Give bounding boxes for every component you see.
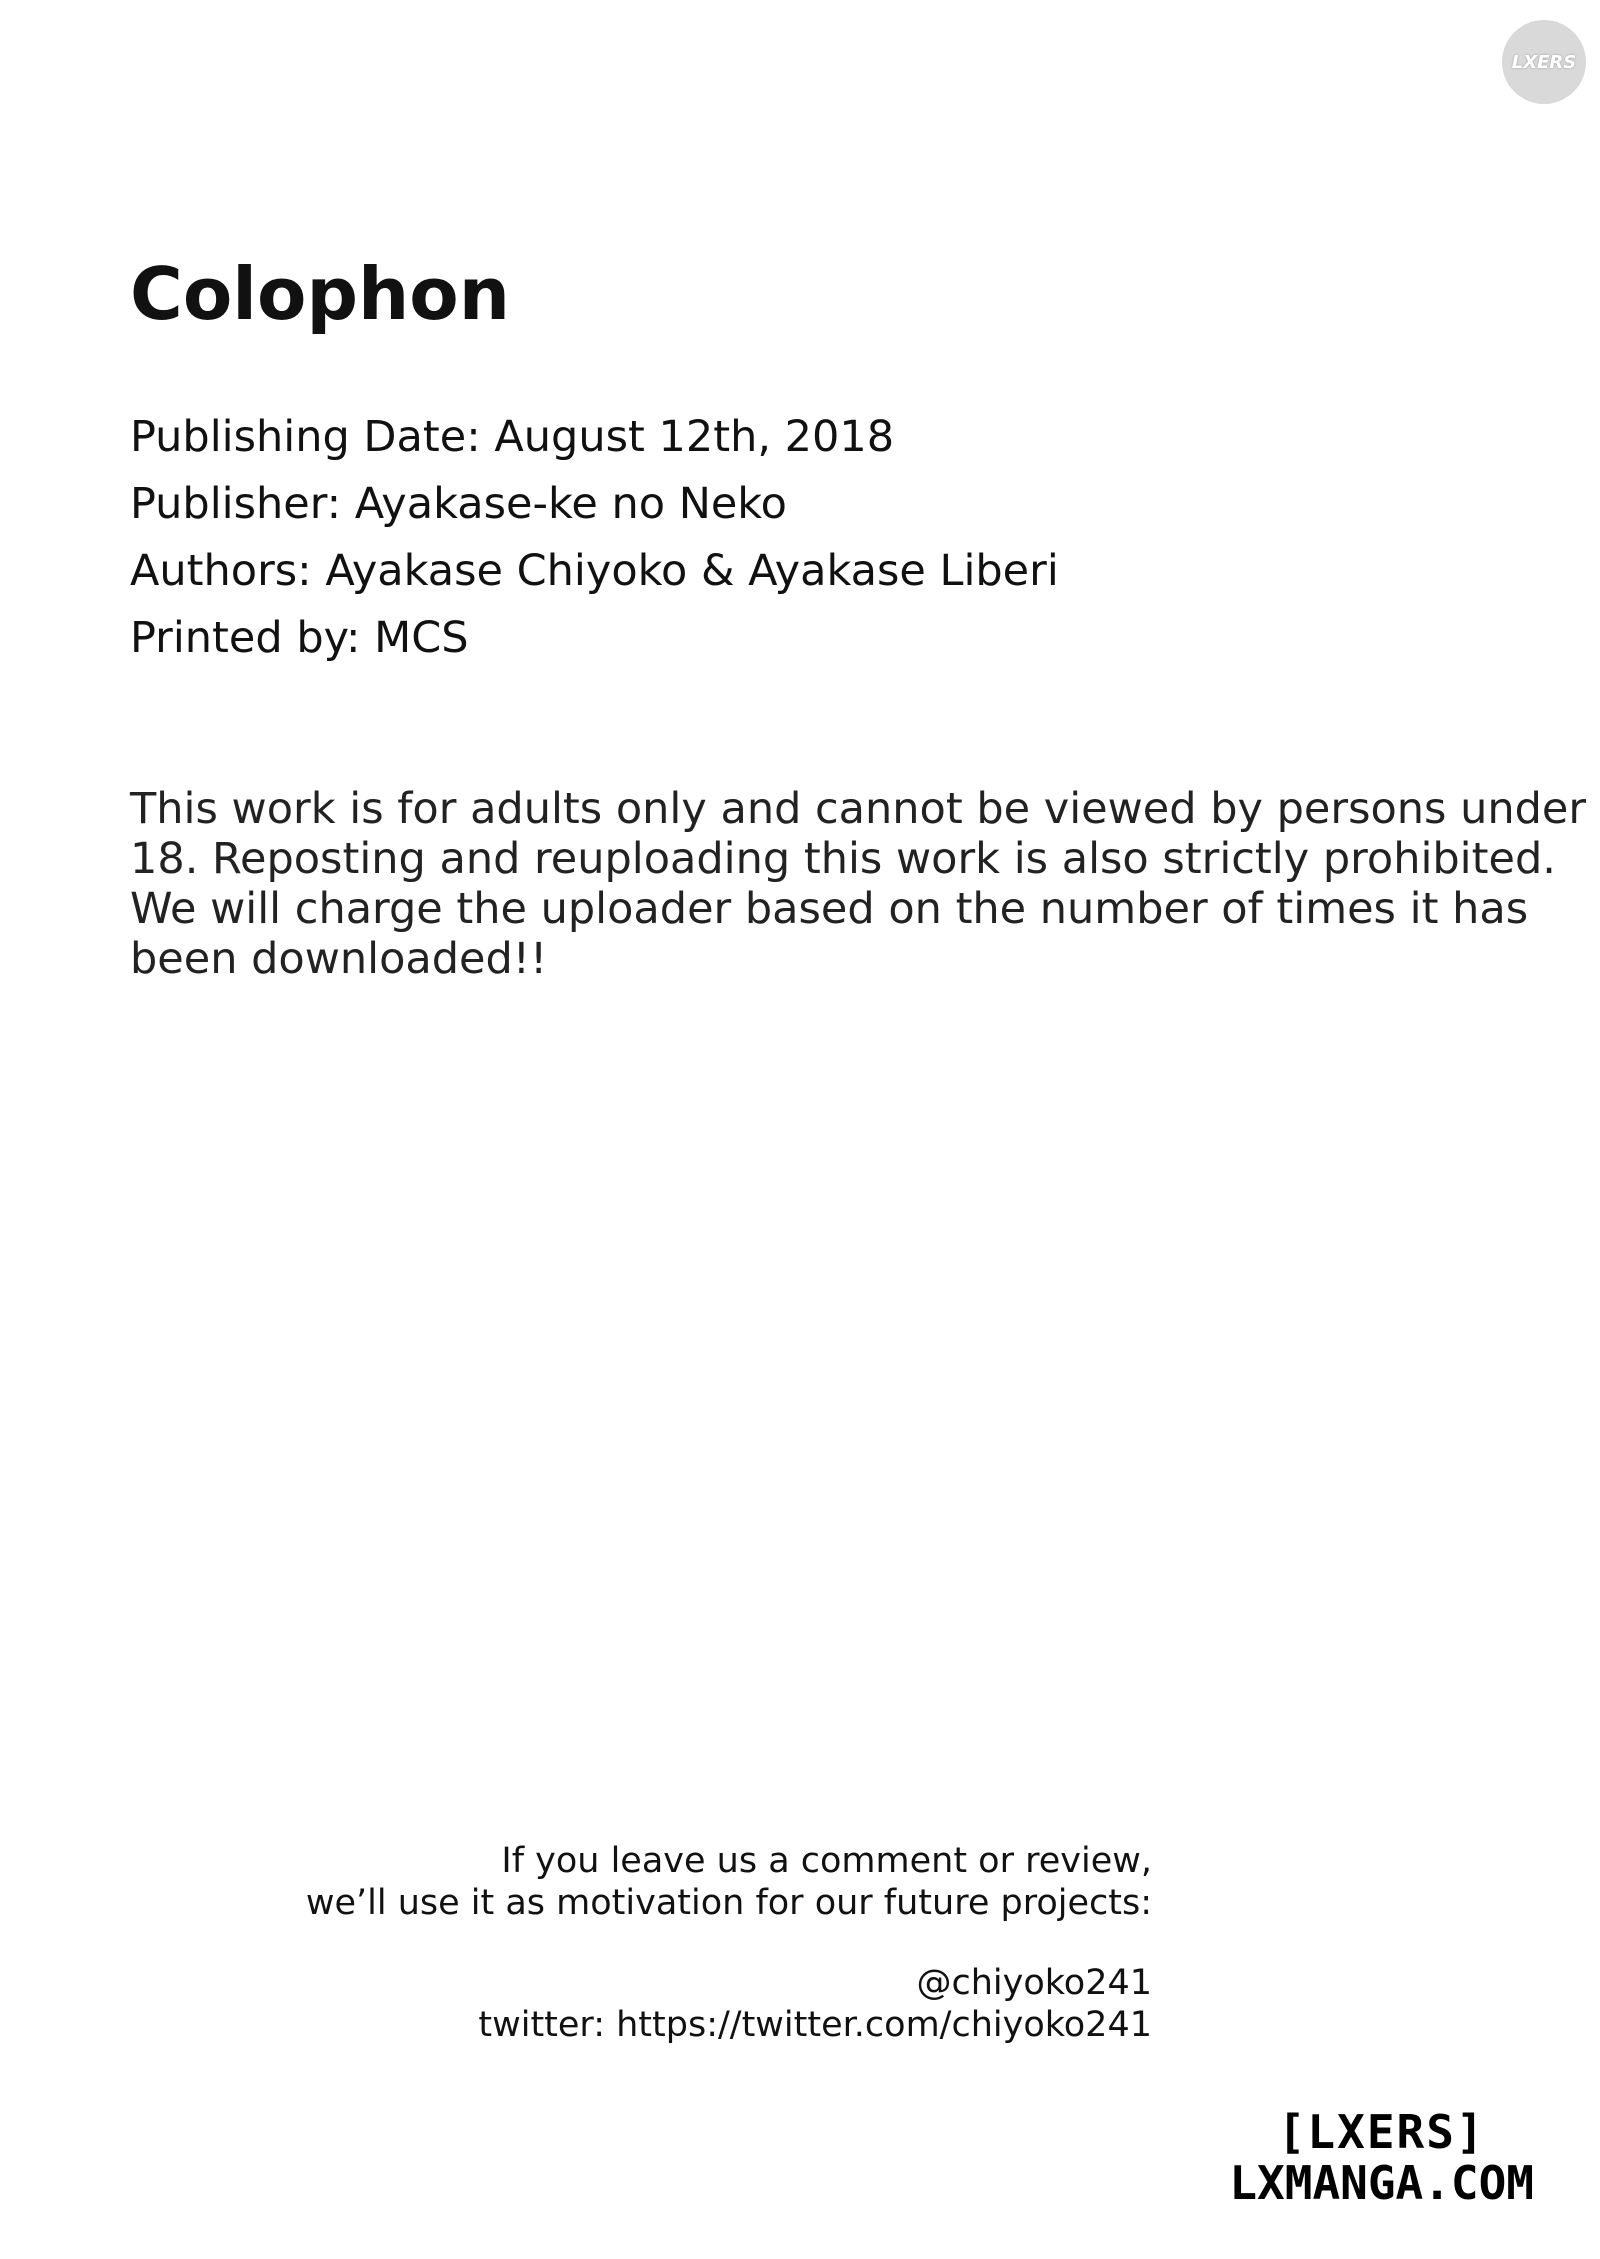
notice-line: This work is for adults only and cannot be viewed by persons under <box>130 784 1587 834</box>
publishing-date: Publishing Date: August 12th, 2018 <box>130 412 895 462</box>
notice-line: been downloaded!! <box>130 934 548 984</box>
logo-line-brand: [LXERS] <box>1277 2105 1486 2159</box>
colophon-info-list <box>130 404 1059 672</box>
page-title: Colophon <box>130 252 510 336</box>
authors: Authors: Ayakase Chiyoko & Ayakase Liberi <box>130 546 1059 596</box>
publisher: Publisher: Ayakase-ke no Neko <box>130 479 787 529</box>
adult-notice <box>130 784 1587 984</box>
logo-line-site: LXMANGA.COM <box>1229 2156 1534 2210</box>
printed-by: Printed by: MCS <box>130 613 469 663</box>
site-logo <box>1229 2107 1534 2209</box>
twitter-handle: @chiyoko241 <box>916 1963 1152 2003</box>
twitter-link[interactable]: twitter: https://twitter.com/chiyoko241 <box>478 2005 1152 2045</box>
contact-footer <box>306 1840 1152 2046</box>
notice-line: We will charge the uploader based on the number of times it has <box>130 884 1529 934</box>
footer-message-line: we’ll use it as motivation for our future projects: <box>305 1883 1152 1923</box>
footer-spacer <box>306 1924 1152 1962</box>
footer-message-line: If you leave us a comment or review, <box>501 1841 1152 1881</box>
watermark-badge <box>1502 20 1586 104</box>
watermark-badge-text: LXERS <box>1511 51 1577 73</box>
notice-line: 18. Reposting and reuploading this work is also strictly prohibited. <box>130 834 1556 884</box>
